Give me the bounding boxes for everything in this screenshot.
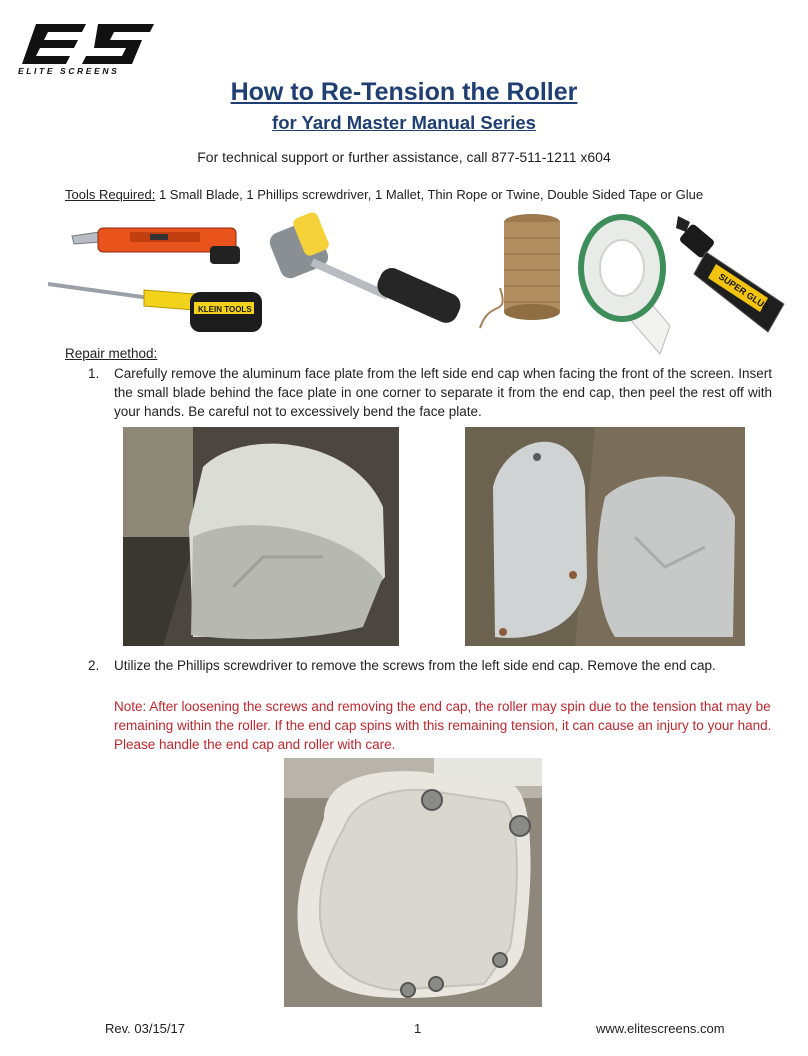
- tools-required-label: Tools Required:: [65, 187, 156, 202]
- safety-note: Note: After loosening the screws and removing the end cap, the roller may spin due to the tension that may be remaining within the roller. If the end cap spins with this remaining tension, it can cause an injury to your hand. Please handle the end cap and roller with care.: [114, 699, 772, 752]
- repair-method-heading: Repair method:: [65, 346, 158, 361]
- repair-step-2: [88, 656, 788, 678]
- footer-website: www.elitescreens.com: [596, 1021, 725, 1036]
- repair-step-1: [88, 364, 788, 424]
- face-plate-removal-photo: [123, 427, 399, 646]
- page-title: How to Re-Tension the Roller: [230, 78, 578, 106]
- end-cap-and-face-plate-photo: [465, 427, 745, 646]
- tools-required-list: 1 Small Blade, 1 Phillips screwdriver, 1 Mallet, Thin Rope or Twine, Double Sided Tape or Glue: [158, 187, 704, 202]
- step-text: Carefully remove the aluminum face plate from the left side end cap when facing the front of the screen. Insert the small blade behind the face plate in one corner to separate it from the end cap, then peel the rest off with your hands. Be careful not to excessively bend the face plate.: [114, 366, 772, 419]
- end-cap-screws-photo: [284, 758, 542, 1007]
- twine-spool-image: [470, 208, 570, 338]
- step-text: Utilize the Phillips screwdriver to remove the screws from the left side end cap. Remove the end cap.: [114, 658, 716, 673]
- footer-page-number: 1: [414, 1021, 422, 1036]
- screwdriver-brand-text: KLEIN TOOLS: [198, 305, 252, 314]
- footer-revision: Rev. 03/15/17: [105, 1021, 185, 1036]
- mallet-image: [268, 210, 464, 330]
- logo-text: ELITE SCREENS: [18, 66, 120, 76]
- tools-required: [65, 187, 703, 202]
- support-contact: For technical support or further assistance, call 877-511-1211 x604: [197, 149, 611, 165]
- step-number: 1.: [88, 366, 100, 381]
- double-sided-tape-image: [574, 208, 674, 356]
- utility-knife-image: [70, 222, 245, 270]
- step-number: 2.: [88, 658, 100, 673]
- super-glue-image: [672, 212, 792, 338]
- page-subtitle: for Yard Master Manual Series: [272, 112, 536, 133]
- glue-label-text: SUPER GLUE: [716, 271, 771, 313]
- phillips-screwdriver-image: [44, 276, 266, 338]
